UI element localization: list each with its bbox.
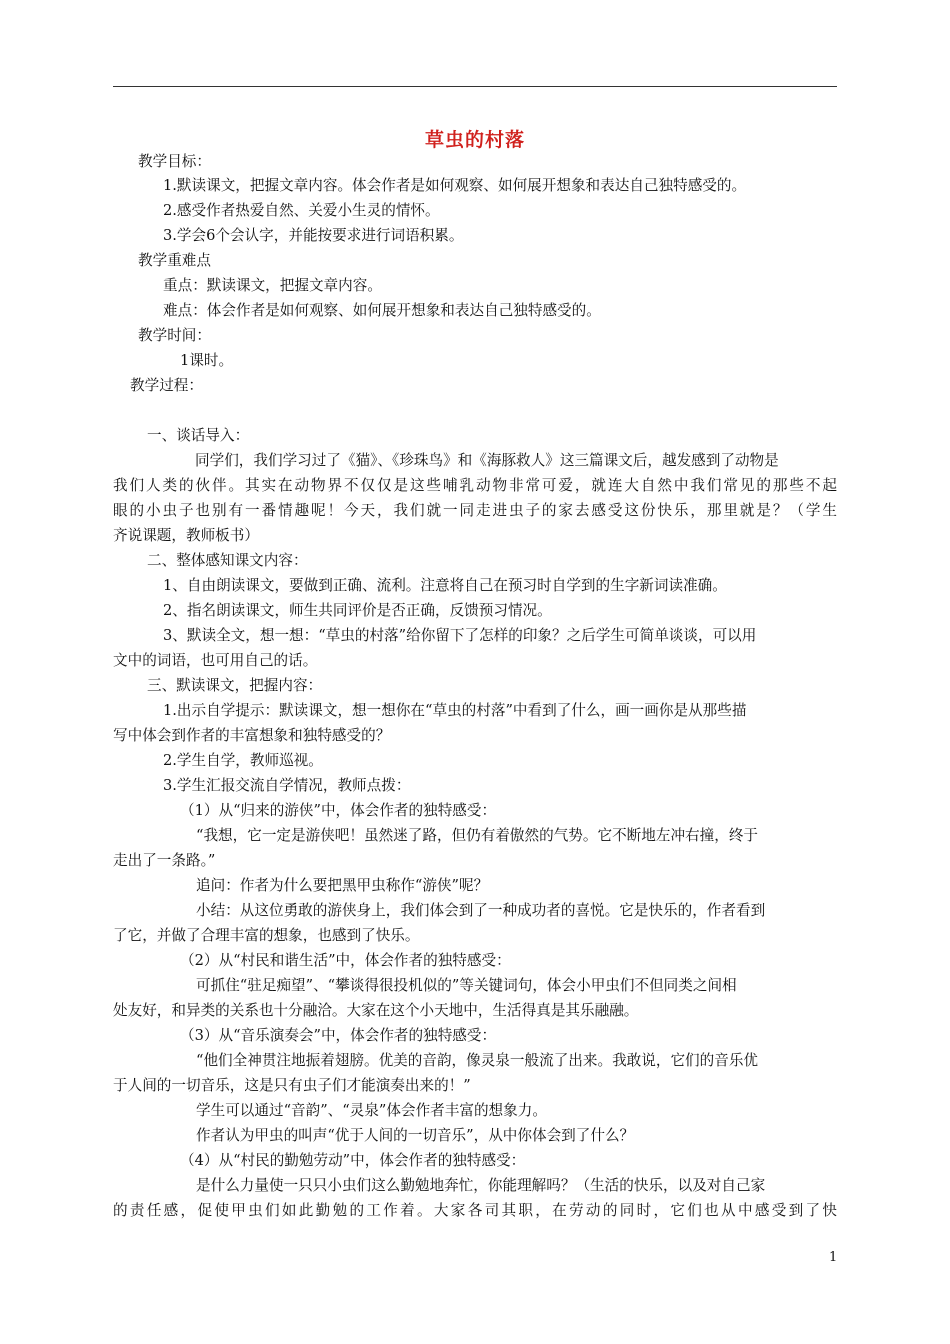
- text-line: 3.学生汇报交流自学情况，教师点拨：: [163, 777, 411, 794]
- text-line: 眼的小虫子也别有一番情趣呢！今天，我们就一同走进虫子的家去感受这份快乐，那里就是？（学生: [113, 502, 837, 519]
- text-line: 1、自由朗读课文，要做到正确、流利。注意将自己在预习时自学到的生字新词读准确。: [163, 577, 727, 594]
- text-line: 2.学生自学，教师巡视。: [163, 752, 323, 769]
- text-line: 了它，并做了合理丰富的想象，也感到了快乐。: [113, 927, 420, 944]
- header-rule: [113, 86, 837, 87]
- text-line: （3）从“音乐演奏会”中，体会作者的独特感受：: [180, 1027, 497, 1044]
- text-line: 是什么力量使一只只小虫们这么勤勉地奔忙，你能理解吗？（生活的快乐，以及对自己家: [196, 1177, 766, 1194]
- text-line: 一、谈话导入：: [147, 427, 250, 444]
- text-line: 同学们，我们学习过了《猫》、《珍珠鸟》和《海豚救人》这三篇课文后，越发感到了动物是: [195, 452, 779, 469]
- text-line: 3.学会6个会认字，并能按要求进行词语积累。: [163, 227, 464, 244]
- text-line: “他们全神贯注地振着翅膀。优美的音韵，像灵泉一般流了出来。我敢说，它们的音乐优: [196, 1052, 759, 1069]
- text-line: （2）从“村民和谐生活”中，体会作者的独特感受：: [180, 952, 511, 969]
- text-line: （4）从“村民的勤勉劳动”中，体会作者的独特感受：: [180, 1152, 526, 1169]
- text-line: 我们人类的伙伴。其实在动物界不仅仅是这些哺乳动物非常可爱，就连大自然中我们常见的那些不起: [113, 477, 837, 494]
- text-line: 写中体会到作者的丰富想象和独特感受的？: [113, 727, 391, 744]
- text-line: 2、指名朗读课文，师生共同评价是否正确，反馈预习情况。: [163, 602, 552, 619]
- text-line: 1.出示自学提示：默读课文，想一想你在“草虫的村落”中看到了什么，画一画你是从那些描: [163, 702, 747, 719]
- text-line: 1.默读课文，把握文章内容。体会作者是如何观察、如何展开想象和表达自己独特感受的。: [163, 177, 747, 194]
- text-line: 走出了一条路。”: [113, 852, 216, 869]
- text-line: 教学目标：: [138, 153, 211, 170]
- text-line: 处友好，和异类的关系也十分融洽。大家在这个小天地中，生活得真是其乐融融。: [113, 1002, 639, 1019]
- text-line: （1）从“归来的游侠”中，体会作者的独特感受：: [180, 802, 497, 819]
- text-line: 2.感受作者热爱自然、关爱小生灵的情怀。: [163, 202, 440, 219]
- text-line: 重点：默读课文，把握文章内容。: [163, 277, 382, 294]
- text-line: 于人间的一切音乐，这是只有虫子们才能演奏出来的！”: [113, 1077, 471, 1094]
- text-line: 教学重难点: [138, 252, 211, 269]
- text-line: 作者认为甲虫的叫声“优于人间的一切音乐”，从中你体会到了什么？: [196, 1127, 635, 1144]
- text-line: 二、整体感知课文内容：: [147, 552, 308, 569]
- text-line: 1课时。: [180, 352, 234, 369]
- text-line: 追问：作者为什么要把黑甲虫称作“游侠”呢？: [196, 877, 489, 894]
- text-line: 难点：体会作者是如何观察、如何展开想象和表达自己独特感受的。: [163, 302, 601, 319]
- text-line: 教学过程：: [130, 377, 203, 394]
- page-number: 1: [829, 1250, 838, 1265]
- text-line: 3、默读全文，想一想：“草虫的村落”给你留下了怎样的印象？之后学生可简单谈谈，可以用: [163, 627, 757, 644]
- text-line: 教学时间：: [138, 327, 211, 344]
- text-line: 文中的词语，也可用自己的话。: [113, 652, 318, 669]
- text-line: 三、默读课文，把握内容：: [147, 677, 323, 694]
- text-line: 齐说课题，教师板书）: [113, 527, 259, 544]
- text-line: 学生可以通过“音韵”、“灵泉”体会作者丰富的想象力。: [196, 1102, 547, 1119]
- text-line: “我想，它一定是游侠吧！虽然迷了路，但仍有着傲然的气势。它不断地左冲右撞，终于: [196, 827, 759, 844]
- document-title: 草虫的村落: [424, 129, 525, 151]
- text-line: 的责任感，促使甲虫们如此勤勉的工作着。大家各司其职，在劳动的同时，它们也从中感受到了快: [113, 1202, 837, 1219]
- text-line: 可抓住“驻足痴望”、“攀谈得很投机似的”等关键词句，体会小甲虫们不但同类之间相: [196, 977, 737, 994]
- text-line: 小结：从这位勇敢的游侠身上，我们体会到了一种成功者的喜悦。它是快乐的，作者看到: [196, 902, 766, 919]
